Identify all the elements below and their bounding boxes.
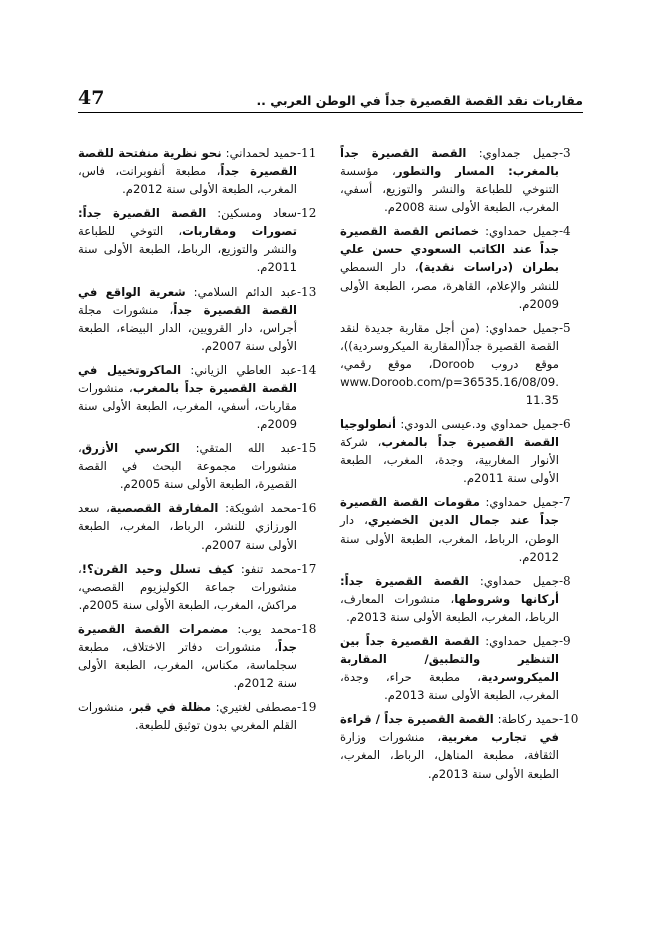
reference-entry — [78, 620, 321, 692]
reference-number: -4 — [559, 224, 571, 239]
reference-number: -10 — [559, 712, 579, 727]
reference-number: -14 — [297, 362, 317, 377]
reference-entry — [340, 710, 583, 782]
reference-author: حميد لحمداني: — [221, 146, 297, 160]
running-title: مقاربات نقد القصة القصيرة جداً في الوطن العربي .. — [256, 93, 583, 108]
right-column — [340, 144, 583, 914]
reference-details: ، مطبعة حراء، وجدة، المغرب، الطبعة الأولى سنة 2013م. — [340, 670, 559, 703]
reference-title: القصة القصيرة جداً / قراءة في تجارب مغربية — [340, 712, 559, 745]
reference-number: -8 — [559, 573, 571, 588]
reference-title: الماكروتخييل في القصة القصيرة جداً بالمغرب — [78, 362, 298, 395]
reference-entry — [78, 499, 321, 553]
reference-details: ، دار السمطي للنشر والإعلام، القاهرة، مصر، الطبعة الأولى 2009م. — [340, 260, 559, 311]
reference-text — [78, 283, 297, 355]
reference-title: أنطولوجيا القصة القصيرة جداً بالمغرب — [340, 417, 559, 450]
reference-entry — [78, 439, 321, 493]
reference-author: محمد يوب: — [228, 621, 297, 636]
reference-title: خصائص القصة القصيرة جداً عند الكاتب السعودي حسن علي بطران (دراسات نقدية) — [340, 224, 559, 275]
reference-title: كيف تسلل وحيد القرن؟! — [81, 561, 234, 576]
left-column — [78, 144, 321, 914]
reference-title: مضمرات القصة القصيرة جداً — [78, 621, 297, 654]
reference-entry — [78, 698, 321, 734]
reference-author: محمد تنفو: — [233, 561, 297, 576]
reference-entry — [340, 415, 583, 487]
reference-details: ، منشورات جماعة الكوليزيوم القصصي، مراكش، المغرب، الطبعة الأولى سنة 2005م. — [78, 561, 297, 612]
reference-title: مظلة في قبر — [132, 700, 212, 715]
reference-author: محمد اشويكة: — [218, 501, 297, 516]
page-header — [78, 86, 583, 113]
reference-entry — [78, 283, 321, 355]
reference-entry — [340, 222, 583, 312]
reference-author: عبد الله المتقي: — [179, 441, 297, 456]
reference-number: -9 — [559, 633, 571, 648]
reference-number: -11 — [297, 146, 317, 160]
reference-author: سعاد ومسكين: — [206, 206, 297, 221]
reference-text — [78, 620, 297, 692]
reference-number: -17 — [297, 561, 317, 576]
reference-entry — [78, 560, 321, 614]
reference-details: ، شركة الأنوار المغاربية، وجدة، المغرب، الطبعة الأولى سنة 2011م. — [340, 435, 559, 486]
reference-author: جميل حمداوي: — [479, 633, 559, 648]
reference-text — [78, 204, 297, 276]
reference-text — [78, 144, 297, 198]
reference-details: ، منشورات المعارف، الرباط، المغرب، الطبعة الأولى سنة 2013م. — [340, 591, 559, 624]
reference-details: ، مؤسسة التنوخي للطباعة والنشر والتوزيع، أسفي، المغرب، الطبعة الأولى سنة 2008م. — [340, 164, 559, 215]
reference-text — [78, 698, 297, 734]
reference-number: -19 — [297, 700, 317, 715]
reference-entry — [340, 319, 583, 409]
reference-text — [340, 222, 559, 312]
reference-text — [340, 144, 559, 216]
reference-entry — [78, 144, 321, 198]
reference-author: حميد ركاطة: — [493, 712, 560, 727]
reference-title: الكرسي الأزرق — [81, 441, 180, 456]
reference-details: ، منشورات وزارة الثقافة، مطبعة المناهل، الرباط، المغرب، الطبعة الأولى سنة 2013م. — [340, 730, 559, 781]
reference-author: جميل حمداوي: — [479, 224, 560, 239]
reference-details: ، منشورات دفاتر الاختلاف، مطبعة سجلماسة، مكناس، المغرب، الطبعة الأولى سنة 2012م. — [78, 639, 297, 691]
reference-text — [78, 361, 297, 433]
reference-title: نحو نظرية منفتحة للقصة القصيرة جداً — [78, 146, 297, 179]
reference-text — [340, 319, 559, 409]
reference-title: القصة القصيرة جداً: أركانها وشروطها — [340, 573, 559, 606]
reference-title: القصة القصيرة جداً بين التنظير والتطبيق/ المقاربة الميكروسردية — [340, 633, 559, 685]
reference-number: -16 — [297, 501, 317, 516]
reference-text — [340, 632, 559, 704]
references-columns — [78, 144, 583, 914]
reference-text — [78, 439, 297, 493]
reference-details: ، التوخي للطباعة والنشر والتوزيع، الرباط، الطبعة الأولى سنة 2011م. — [78, 224, 297, 275]
reference-number: -12 — [297, 206, 317, 221]
reference-entry — [78, 204, 321, 276]
reference-title: المفارقة القصصية — [109, 501, 219, 516]
reference-entry — [340, 572, 583, 626]
reference-text — [340, 710, 559, 782]
reference-entry — [340, 632, 583, 704]
reference-author: جميل حمداوي: — [468, 573, 559, 588]
reference-author: جميل حمداوي ود.عيسى الدودي: — [395, 417, 559, 432]
reference-entry — [340, 493, 583, 565]
reference-text — [340, 415, 559, 487]
reference-author: جميل حمداوي: — [479, 320, 559, 335]
reference-author: مصطفى لغتيري: — [211, 700, 297, 715]
reference-details: ، منشورات مقاربات، أسفي، المغرب، الطبعة الأولى سنة 2009م. — [78, 380, 297, 432]
reference-details: (من أجل مقاربة جديدة لنقد القصة القصيرة جداً(المقاربة الميكروسردية))، موقع دروب Doroob، موقع رقمي، www.Doroob.com/p=36535.16/08/09.11.35 — [340, 320, 559, 408]
reference-author: عبد العاطي الزياني: — [181, 362, 297, 377]
reference-author: عبد الدائم السلامي: — [185, 284, 297, 299]
reference-title: القصة القصيرة جداً بالمغرب: المسار والتطور — [340, 146, 559, 179]
reference-details: ، دار الوطن، الرباط، المغرب، الطبعة الأولى سنة 2012م. — [340, 513, 559, 564]
reference-number: -18 — [297, 621, 317, 636]
reference-number: -5 — [559, 320, 571, 335]
reference-number: -3 — [559, 146, 571, 160]
reference-details: ، منشورات القلم المغربي بدون توثيق للطبعة. — [78, 700, 297, 733]
reference-title: مقومات القصة القصيرة جداً عند جمال الدين الخضيري — [340, 495, 559, 528]
reference-number: -15 — [297, 441, 317, 456]
reference-text — [340, 493, 559, 565]
reference-number: -6 — [559, 417, 571, 432]
reference-entry — [78, 361, 321, 433]
page-number: 47 — [78, 87, 105, 109]
reference-details: ، سعد الورزازي للنشر، الرباط، المغرب، الطبعة الأولى سنة 2007م. — [78, 501, 297, 552]
reference-text — [78, 560, 297, 614]
reference-number: -7 — [559, 495, 571, 510]
reference-details: ، منشورات مجلة أجراس، دار القرويين، الدار البيضاء، الطبعة الأولى سنة 2007م. — [78, 302, 297, 353]
reference-details: ، منشورات مجموعة البحث في القصة القصيرة، الطبعة الأولى سنة 2005م. — [78, 441, 297, 492]
reference-text — [78, 499, 297, 553]
reference-text — [340, 572, 559, 626]
reference-number: -13 — [297, 284, 317, 299]
reference-entry — [340, 144, 583, 216]
reference-author: جميل حمداوي: — [479, 495, 559, 510]
reference-author: جميل جمداوي: — [466, 146, 559, 160]
reference-title: شعرية الواقع في القصة القصيرة جداً — [78, 284, 297, 317]
reference-details: ، مطبعة أنفوبرانت، فاس، المغرب، الطبعة الأولى سنة 2012م. — [78, 164, 297, 197]
reference-title: القصة القصيرة جداً: تصورات ومقاربات — [78, 206, 297, 239]
